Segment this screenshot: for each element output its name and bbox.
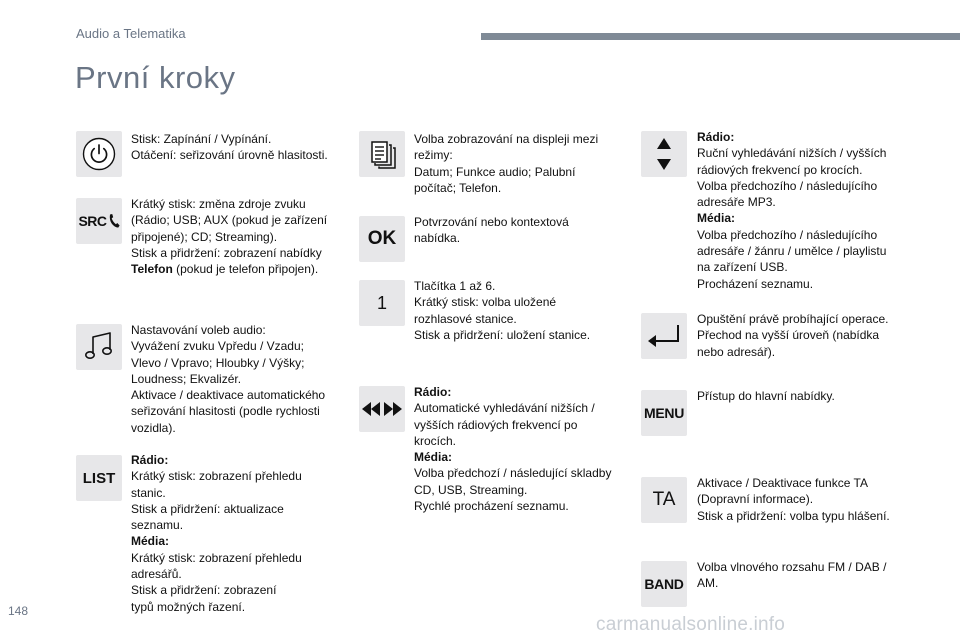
audio-description [131,322,325,436]
desc-line: Automatické vyhledávání nižších / [414,401,595,416]
seek-arrows-icon [362,401,402,417]
power-description [131,131,328,164]
seek-description [414,384,611,514]
page-number: 148 [8,604,29,618]
desc-line: AM. [697,576,719,591]
desc-line: Přechod na vyšší úroveň (nabídka [697,328,880,343]
desc-line: Stisk a přidržení: zobrazení nabídky [131,245,322,260]
desc-bold: Média: [131,534,170,549]
desc-heading [414,384,611,400]
desc-line: (Dopravní informace). [697,492,814,507]
desc-line: Vlevo / Vpravo; Hloubky / Výšky; [131,355,305,370]
desc-line: typů možných řazení. [131,599,246,614]
desc-line: Potvrzování nebo kontextová [414,215,569,229]
up-down-arrows-icon [656,137,672,171]
desc-line: Krátký stisk: zobrazení přehledu [131,550,302,565]
desc-line: Stisk a přidržení: volba typu hlášení. [697,508,890,523]
ok-button[interactable] [359,216,405,262]
desc-heading [131,452,302,468]
list-label: LIST [82,469,116,487]
desc-heading [414,449,611,465]
desc-line: seřizování hlasitosti (podle rychlosti [131,404,320,419]
band-button[interactable] [641,561,687,607]
list-description [131,452,302,615]
desc-line: adresářů. [131,567,182,582]
desc-line: Opuštění právě probíhající operace. [697,312,889,326]
desc-line: stanic. [131,485,166,500]
ok-description [414,214,569,247]
desc-line: Volba předchozího / následujícího [697,178,878,193]
audio-settings-button[interactable] [76,324,122,370]
desc-line: Datum; Funkce audio; Palubní [414,164,576,179]
desc-line: Rychlé procházení seznamu. [414,499,569,514]
preset-button[interactable] [359,280,405,326]
desc-line: Loudness; Ekvalizér. [131,371,242,386]
desc-heading [697,210,886,226]
desc-line: Stisk: Zapínání / Vypínání. [131,132,272,146]
back-description [697,311,888,360]
section-title: Audio a Telematika [76,26,186,41]
ta-description [697,475,890,524]
desc-line: adresáře / žánru / umělce / playlistu [697,244,887,259]
src-description [131,196,327,277]
menu-label: MENU [643,405,685,421]
desc-line: krocích. [414,433,457,448]
desc-bold: Telefon [131,262,173,277]
desc-line: (Rádio; USB; AUX (pokud je zařízení [131,213,328,228]
preset-label: 1 [376,292,387,313]
display-mode-icon [367,137,397,171]
back-arrow-icon [646,323,682,349]
up-down-description [697,129,886,292]
desc-line: CD, USB, Streaming. [414,482,528,497]
desc-line: nabídka. [414,231,461,246]
desc-bold: Média: [697,211,736,226]
desc-line: počítač; Telefon. [414,180,502,195]
desc-line: připojené); CD; Streaming). [131,229,278,244]
back-button[interactable] [641,313,687,359]
desc-line: adresáře MP3. [697,195,776,210]
desc-line: režimy: [414,148,453,163]
ta-button[interactable] [641,477,687,523]
desc-heading [131,533,302,549]
src-button[interactable] [76,198,122,244]
desc-line: Volba předchozí / následující skladby [414,466,612,481]
desc-bold: Rádio: [697,130,735,144]
desc-line: vozidla). [131,420,176,435]
desc-line: Stisk a přidržení: uložení stanice. [414,327,591,342]
power-icon [82,137,116,171]
desc-line: Otáčení: seřizování úrovně hlasitosti. [131,148,328,163]
ta-label: TA [652,489,676,510]
desc-text: (pokud je telefon připojen). [172,262,319,277]
music-note-icon [84,330,114,364]
desc-line: seznamu. [131,518,184,533]
desc-line: Krátký stisk: změna zdroje zvuku [131,197,306,211]
desc-line: Přístup do hlavní nabídky. [697,389,835,403]
up-down-button[interactable] [641,131,687,177]
display-description [414,131,598,196]
desc-line: Krátký stisk: volba uložené [414,295,557,310]
desc-line: Aktivace / deaktivace automatického [131,388,326,403]
preset-description [414,278,590,343]
desc-line: Nastavování voleb audio: [131,323,266,337]
menu-description [697,388,835,404]
page-title: První kroky [75,60,236,95]
src-phone-icon [108,213,120,229]
desc-line: Volba předchozího / následujícího [697,227,878,242]
desc-line: Volba zobrazování na displeji mezi [414,132,599,146]
desc-line: Vyvážení zvuku Vpředu / Vzadu; [131,339,304,354]
desc-line: rádiových frekvencí po krocích. [697,162,863,177]
desc-line: Volba vlnového rozsahu FM / DAB / [697,560,887,574]
list-button[interactable] [76,455,122,501]
desc-line: Tlačítka 1 až 6. [414,279,496,293]
watermark: carmanualsonline.info [596,614,786,635]
desc-bold: Média: [414,450,453,465]
desc-line: Aktivace / Deaktivace funkce TA [697,476,868,490]
desc-line: Krátký stisk: zobrazení přehledu [131,469,302,484]
power-button[interactable] [76,131,122,177]
desc-heading [697,129,886,145]
seek-button[interactable] [359,386,405,432]
desc-line: vyšších rádiových frekvencí po [414,417,578,432]
desc-line: Stisk a přidržení: zobrazení [131,583,277,598]
display-mode-button[interactable] [359,131,405,177]
desc-bold: Rádio: [414,385,452,399]
menu-button[interactable] [641,390,687,436]
src-label: SRC [78,213,107,229]
band-label: BAND [644,576,684,592]
desc-line [131,261,327,277]
desc-line: Procházení seznamu. [697,276,814,291]
desc-line: na zařízení USB. [697,260,788,275]
desc-line: rozhlasové stanice. [414,311,517,326]
desc-line: Ruční vyhledávání nižších / vyšších [697,146,887,161]
band-description [697,559,886,592]
ok-label: OK [367,228,397,249]
desc-line: nebo adresář). [697,344,776,359]
desc-line: Stisk a přidržení: aktualizace [131,501,284,516]
desc-bold: Rádio: [131,453,169,467]
header-bar [481,33,960,40]
